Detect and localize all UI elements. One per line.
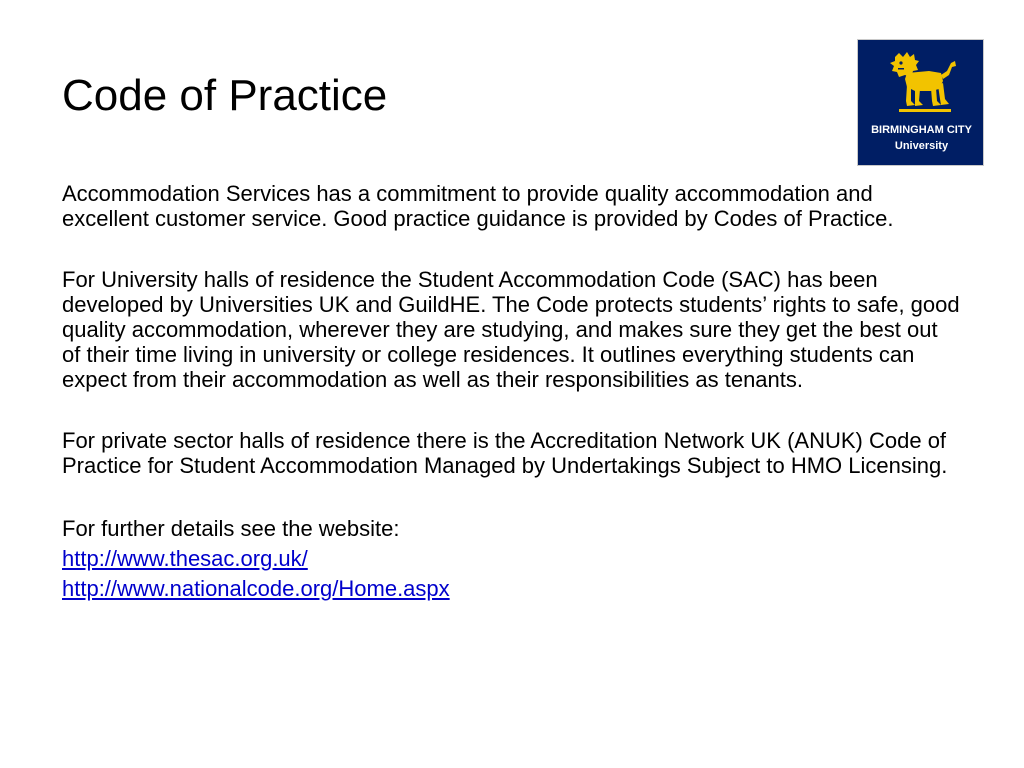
further-details-text: For further details see the website: bbox=[62, 516, 400, 541]
intro-paragraph: Accommodation Services has a commitment to provide quality accommodation and excellent customer service. Good practice guidance is provided by Codes of Practice. bbox=[62, 181, 894, 231]
sac-paragraph: For University halls of residence the Student Accommodation Code (SAC) has been developed by Universities UK and GuildHE. The Code protects students’ rights to safe, good quality accommodation, wherever they are studying, and makes sure they get the best out of their time living in university or college residences. It outlines everything students can expect from their accommodation as well as their responsibilities as tenants. bbox=[62, 267, 960, 392]
page-title: Code of Practice bbox=[62, 71, 388, 120]
university-logo bbox=[857, 39, 984, 166]
anuk-paragraph: For private sector halls of residence there is the Accreditation Network UK (ANUK) Code of Practice for Student Accommodation Managed by Undertakings Subject to HMO Licensing. bbox=[62, 428, 948, 478]
logo-text-line1: BIRMINGHAM CITY bbox=[871, 124, 972, 136]
logo-text-line2: University bbox=[894, 140, 949, 152]
thesac-link[interactable]: http://www.thesac.org.uk/ bbox=[62, 546, 308, 571]
nationalcode-link[interactable]: http://www.nationalcode.org/Home.aspx bbox=[62, 576, 450, 601]
lion-crest-icon bbox=[885, 51, 959, 115]
slide-body bbox=[62, 181, 962, 604]
